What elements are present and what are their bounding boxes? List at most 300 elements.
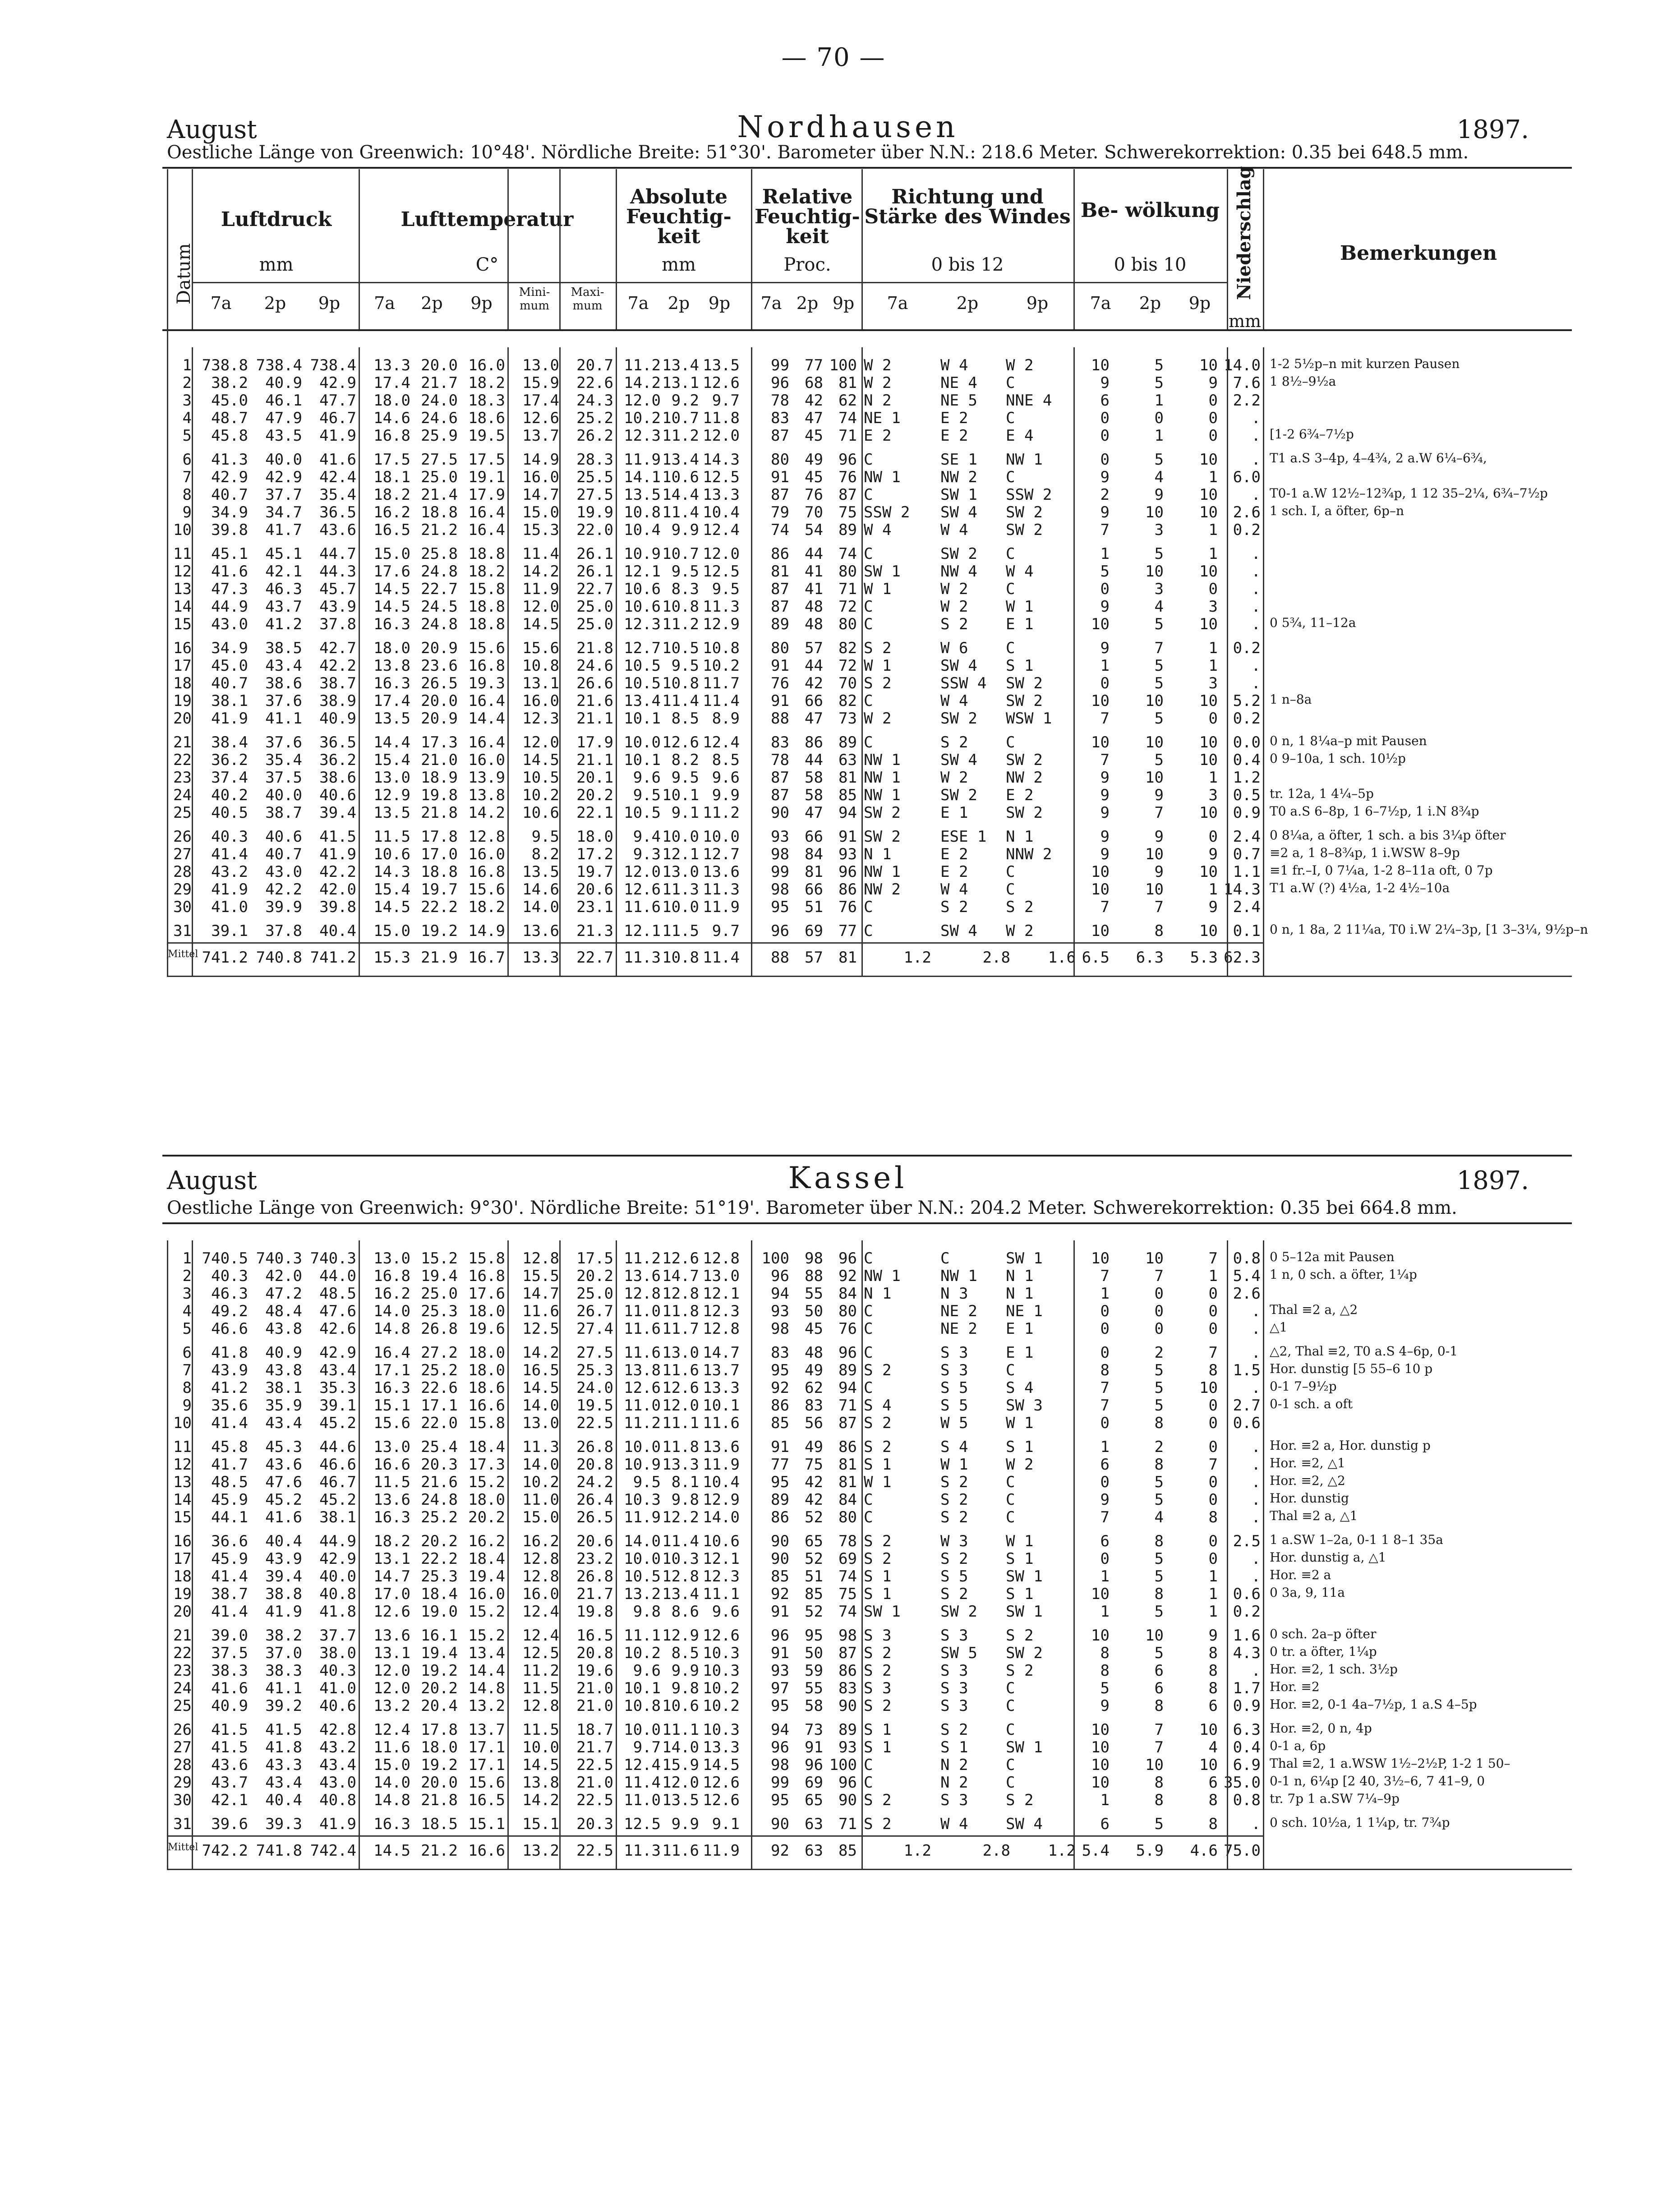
mean-wind: 1.6 (1048, 949, 1076, 967)
max-temp-cell: 21.7 (576, 1585, 613, 1603)
cloud-cell: 5 (1154, 1473, 1164, 1491)
max-temp-cell: 27.5 (576, 486, 613, 504)
cloud-cell: 7 (1154, 1738, 1164, 1756)
cloud-cell: 10 (1091, 1774, 1110, 1792)
wind-cell: WSW 1 (1006, 710, 1052, 728)
mean-pressure: 741.2 (202, 949, 248, 967)
subheader-t7: 7a (210, 293, 232, 313)
pressure-cell: 41.3 (211, 451, 248, 469)
min-temp-cell: 14.2 (522, 562, 559, 581)
day-cell: 1 (182, 356, 192, 374)
day-cell: 11 (173, 545, 192, 563)
cloud-cell: 5 (1154, 657, 1164, 675)
max-temp-cell: 22.0 (576, 521, 613, 539)
remarks-cell: Hor. ≡2 a (1270, 1567, 1331, 1582)
rel-humidity-cell: 98 (771, 1756, 789, 1774)
rel-humidity-cell: 96 (838, 1249, 857, 1267)
abs-humidity-cell: 11.0 (624, 1302, 661, 1320)
rel-humidity-cell: 76 (838, 1320, 857, 1338)
day-cell: 28 (173, 863, 192, 881)
column-divider (192, 1240, 193, 1869)
rel-humidity-cell: 71 (838, 427, 857, 445)
remarks-cell: 0 n, 1 8a, 2 11¼a, T0 i.W 2¼–3p, [1 3–3¼, 9½p–n (1270, 922, 1589, 937)
abs-humidity-cell: 11.6 (624, 898, 661, 916)
rel-humidity-cell: 74 (838, 1603, 857, 1621)
temperature-cell: 14.5 (373, 598, 410, 616)
pressure-cell: 43.9 (319, 598, 356, 616)
pressure-cell: 36.5 (319, 503, 356, 521)
abs-humidity-cell: 10.2 (624, 409, 661, 427)
rel-humidity-cell: 90 (838, 1791, 857, 1809)
remarks-cell: Hor. ≡2 (1270, 1679, 1320, 1694)
rel-humidity-cell: 88 (805, 1267, 823, 1285)
rel-humidity-cell: 93 (771, 1302, 789, 1320)
cloud-cell: 10 (1199, 1721, 1218, 1739)
remarks-cell: ≡1 fr.–I, 0 7¼a, 1-2 8–11a oft, 0 7p (1270, 863, 1493, 878)
cloud-cell: 0 (1208, 409, 1218, 427)
cloud-cell: 0 (1208, 1285, 1218, 1303)
pressure-cell: 41.9 (211, 880, 248, 899)
abs-humidity-cell: 9.2 (671, 392, 699, 410)
cloud-cell: 1 (1100, 1438, 1110, 1456)
temperature-cell: 14.4 (468, 710, 505, 728)
min-temp-cell: 11.3 (522, 1438, 559, 1456)
temperature-cell: 14.0 (373, 1774, 410, 1792)
abs-humidity-cell: 11.6 (624, 1344, 661, 1362)
abs-humidity-cell: 11.4 (703, 692, 740, 710)
abs-humidity-cell: 11.4 (662, 1532, 699, 1550)
pressure-cell: 41.6 (319, 451, 356, 469)
cloud-cell: 9 (1154, 486, 1164, 504)
cloud-cell: 1 (1208, 880, 1218, 899)
day-cell: 27 (173, 1738, 192, 1756)
mean-abs-humidity: 11.9 (703, 1842, 740, 1860)
cloud-cell: 0 (1208, 1491, 1218, 1509)
cloud-cell: 5 (1154, 615, 1164, 633)
pressure-cell: 43.6 (211, 1756, 248, 1774)
abs-humidity-cell: 12.4 (624, 1756, 661, 1774)
max-temp-cell: 26.8 (576, 1438, 613, 1456)
rel-humidity-cell: 83 (771, 1344, 789, 1362)
abs-humidity-cell: 8.6 (671, 1603, 699, 1621)
wind-cell: C (1006, 374, 1015, 392)
precipitation-cell: . (1251, 1379, 1261, 1397)
abs-humidity-cell: 10.6 (662, 1697, 699, 1715)
subheader-minimum: Mini- mum (519, 286, 550, 313)
rel-humidity-cell: 98 (838, 1627, 857, 1645)
abs-humidity-cell: 11.2 (624, 356, 661, 374)
wind-cell: C (864, 545, 873, 563)
day-cell: 28 (173, 1756, 192, 1774)
remarks-cell: 0 sch. 10½a, 1 1¼p, tr. 7¾p (1270, 1815, 1450, 1830)
column-divider (616, 347, 617, 976)
rel-humidity-cell: 79 (771, 503, 789, 521)
abs-humidity-cell: 10.5 (624, 804, 661, 822)
temperature-cell: 18.1 (373, 468, 410, 486)
header-divider (192, 169, 193, 329)
min-temp-cell: 12.4 (522, 1627, 559, 1645)
pressure-cell: 42.2 (319, 863, 356, 881)
remarks-cell: 0 3a, 9, 11a (1270, 1585, 1345, 1600)
wind-cell: S 3 (940, 1344, 968, 1362)
day-cell: 3 (182, 1285, 192, 1303)
max-temp-cell: 20.6 (576, 880, 613, 899)
temperature-cell: 19.3 (468, 674, 505, 692)
rel-humidity-cell: 85 (838, 786, 857, 804)
wind-cell: NW 2 (1006, 769, 1043, 787)
wind-cell: N 3 (940, 1285, 968, 1303)
pressure-cell: 40.3 (211, 1267, 248, 1285)
min-temp-cell: 16.0 (522, 692, 559, 710)
remarks-cell: △1 (1270, 1320, 1288, 1335)
header-divider (1263, 169, 1264, 329)
min-temp-cell: 12.8 (522, 1550, 559, 1568)
temperature-cell: 15.0 (373, 545, 410, 563)
abs-humidity-cell: 13.5 (624, 486, 661, 504)
temperature-cell: 17.4 (373, 692, 410, 710)
day-cell: 3 (182, 392, 192, 410)
precipitation-cell: 0.4 (1233, 751, 1261, 769)
precipitation-cell: 0.9 (1233, 804, 1261, 822)
wind-header: Richtung und Stärke des Windes (864, 185, 1071, 228)
abs-humidity-cell: 10.8 (703, 639, 740, 657)
day-cell: 11 (173, 1438, 192, 1456)
rel-humidity-cell: 91 (771, 1644, 789, 1662)
pressure-cell: 44.3 (319, 562, 356, 581)
abs-humidity-cell: 9.8 (633, 1603, 661, 1621)
max-temp-cell: 20.3 (576, 1815, 613, 1833)
rel-humidity-cell: 87 (771, 598, 789, 616)
min-temp-cell: 12.8 (522, 1249, 559, 1267)
cloud-cell: 0 (1208, 1414, 1218, 1432)
abs-humidity-cell: 12.1 (624, 562, 661, 581)
abs-humidity-cell: 10.3 (703, 1662, 740, 1680)
temperature-cell: 16.0 (468, 845, 505, 863)
abs-humidity-cell: 10.4 (703, 503, 740, 521)
abs-humidity-cell: 12.5 (624, 1815, 661, 1833)
min-temp-cell: 11.5 (522, 1721, 559, 1739)
temperature-cell: 18.8 (421, 863, 458, 881)
day-cell: 2 (182, 374, 192, 392)
wind-cell: C (1006, 1361, 1015, 1379)
temperature-cell: 16.4 (468, 692, 505, 710)
abs-humidity-cell: 9.7 (712, 922, 740, 940)
abs-humidity-cell: 9.4 (633, 828, 661, 846)
abs-humidity-cell: 13.5 (662, 1791, 699, 1809)
precipitation-cell: 4.3 (1233, 1644, 1261, 1662)
temperature-cell: 17.9 (468, 486, 505, 504)
mean-abs-humidity: 10.8 (662, 949, 699, 967)
cloud-cell: 10 (1199, 1379, 1218, 1397)
rel-humidity-cell: 94 (771, 1285, 789, 1303)
rel-humidity-cell: 74 (838, 545, 857, 563)
rel-humidity-cell: 81 (805, 863, 823, 881)
min-temp-cell: 12.0 (522, 598, 559, 616)
max-temp-cell: 22.5 (576, 1791, 613, 1809)
abs-humidity-cell: 11.9 (624, 451, 661, 469)
column-divider (1073, 1240, 1075, 1869)
day-cell: 8 (182, 486, 192, 504)
subheader-rule (192, 282, 1227, 283)
min-temp-cell: 14.5 (522, 751, 559, 769)
precipitation-cell: . (1251, 615, 1261, 633)
temperature-cell: 13.3 (373, 356, 410, 374)
temperature-cell: 20.3 (421, 1456, 458, 1474)
cloud-cell: 1 (1208, 545, 1218, 563)
pressure-cell: 44.9 (319, 1532, 356, 1550)
cloud-cell: 8 (1100, 1662, 1110, 1680)
remarks-cell: 1 sch. I, a öfter, 6p–n (1270, 503, 1404, 518)
remarks-cell: 0-1 7–9½p (1270, 1379, 1337, 1394)
pressure-cell: 41.9 (319, 427, 356, 445)
max-temp-cell: 21.0 (576, 1774, 613, 1792)
pressure-cell: 37.6 (265, 692, 302, 710)
abs-humidity-cell: 9.5 (671, 657, 699, 675)
cloud-cell: 1 (1208, 1585, 1218, 1603)
abs-humidity-cell: 14.7 (662, 1267, 699, 1285)
abs-humidity-cell: 13.0 (662, 1344, 699, 1362)
abs-humidity-cell: 10.1 (703, 1396, 740, 1415)
temperature-cell: 17.8 (421, 1721, 458, 1739)
temperature-cell: 17.0 (421, 845, 458, 863)
abs-feucht-header: Absolute Feuchtig- keit (626, 185, 732, 248)
cloud-cell: 0 (1208, 1302, 1218, 1320)
remarks-cell: tr. 12a, 1 4¼–5p (1270, 786, 1374, 801)
cloud-cell: 3 (1154, 521, 1164, 539)
remarks-cell: Hor. ≡2, △2 (1270, 1473, 1345, 1488)
min-temp-cell: 10.6 (522, 804, 559, 822)
precipitation-cell: 0.2 (1233, 710, 1261, 728)
mean-pressure: 742.4 (310, 1842, 356, 1860)
cloud-cell: 9 (1100, 598, 1110, 616)
temperature-cell: 13.0 (373, 1438, 410, 1456)
temperature-cell: 14.8 (373, 1320, 410, 1338)
temperature-cell: 20.2 (421, 1679, 458, 1697)
pressure-cell: 42.6 (319, 1320, 356, 1338)
abs-humidity-cell: 9.9 (671, 521, 699, 539)
temperature-cell: 24.8 (421, 1491, 458, 1509)
mean-abs-humidity: 11.6 (662, 1842, 699, 1860)
abs-humidity-cell: 9.6 (633, 769, 661, 787)
rel-humidity-cell: 98 (805, 1249, 823, 1267)
pressure-cell: 45.3 (265, 1438, 302, 1456)
wind-cell: C (864, 1491, 873, 1509)
abs-humidity-cell: 10.4 (624, 521, 661, 539)
wind-cell: NW 1 (864, 769, 901, 787)
pressure-cell: 43.4 (319, 1756, 356, 1774)
rel-humidity-cell: 92 (771, 1379, 789, 1397)
pressure-cell: 38.8 (265, 1585, 302, 1603)
cloud-cell: 6 (1208, 1774, 1218, 1792)
pressure-cell: 43.2 (211, 863, 248, 881)
wind-cell: C (1006, 1508, 1015, 1526)
rel-humidity-cell: 89 (838, 1721, 857, 1739)
station-meta: Oestliche Länge von Greenwich: 9°30'. Nördliche Breite: 51°19'. Barometer über N.N.: 204.2 Meter. Schwerekorrektion: 0.35 bei 664.8 mm. (167, 1198, 1457, 1218)
rel-humidity-cell: 63 (838, 751, 857, 769)
pressure-cell: 38.4 (211, 733, 248, 751)
rel-humidity-cell: 71 (838, 580, 857, 598)
wind-cell: W 5 (940, 1414, 968, 1432)
max-temp-cell: 25.0 (576, 598, 613, 616)
wind-cell: SW 3 (1006, 1396, 1043, 1415)
pressure-cell: 34.9 (211, 639, 248, 657)
cloud-cell: 10 (1091, 692, 1110, 710)
wind-cell: SW 2 (1006, 804, 1043, 822)
wind-cell: NE 2 (940, 1302, 977, 1320)
rel-humidity-cell: 48 (805, 615, 823, 633)
mean-wind: 2.8 (982, 949, 1010, 967)
wind-cell: SW 2 (1006, 503, 1043, 521)
cloud-cell: 10 (1091, 733, 1110, 751)
rel-humidity-cell: 96 (771, 1738, 789, 1756)
wind-cell: S 1 (864, 1585, 892, 1603)
wind-cell: S 2 (1006, 1791, 1034, 1809)
rel-humidity-cell: 87 (838, 486, 857, 504)
temperature-cell: 15.0 (373, 922, 410, 940)
abs-humidity-cell: 11.7 (662, 1320, 699, 1338)
pressure-cell: 41.8 (211, 1344, 248, 1362)
pressure-cell: 43.4 (265, 1414, 302, 1432)
cloud-cell: 7 (1100, 1267, 1110, 1285)
cloud-cell: 10 (1091, 880, 1110, 899)
cloud-cell: 10 (1199, 1756, 1218, 1774)
cloud-cell: 5 (1154, 1396, 1164, 1415)
mean-temperature: 21.9 (421, 949, 458, 967)
rel-humidity-cell: 87 (771, 769, 789, 787)
header-divider (861, 169, 863, 329)
abs-humidity-cell: 10.1 (662, 786, 699, 804)
cloud-cell: 8 (1154, 922, 1164, 940)
abs-humidity-cell: 11.3 (703, 598, 740, 616)
rel-humidity-cell: 78 (771, 392, 789, 410)
pressure-cell: 34.7 (265, 503, 302, 521)
rel-humidity-cell: 92 (838, 1267, 857, 1285)
temperature-cell: 23.6 (421, 657, 458, 675)
abs-humidity-cell: 12.7 (703, 845, 740, 863)
abs-humidity-cell: 11.0 (624, 1791, 661, 1809)
cloud-cell: 8 (1154, 1414, 1164, 1432)
cloud-cell: 9 (1154, 863, 1164, 881)
wind-cell: SSW 4 (940, 674, 987, 692)
rel-humidity-cell: 75 (805, 1456, 823, 1474)
temperature-cell: 25.2 (421, 1508, 458, 1526)
remarks-cell: 1-2 5½p–n mit kurzen Pausen (1270, 356, 1460, 371)
year-label: 1897. (1456, 1166, 1529, 1195)
precipitation-cell: 0.6 (1233, 1414, 1261, 1432)
wind-cell: S 3 (864, 1627, 892, 1645)
abs-humidity-cell: 12.6 (624, 880, 661, 899)
wind-cell: C (1006, 1756, 1015, 1774)
rel-humidity-cell: 89 (771, 1491, 789, 1509)
cloud-cell: 8 (1154, 1791, 1164, 1809)
temperature-cell: 14.5 (373, 580, 410, 598)
section-divider (162, 1155, 1572, 1157)
temperature-cell: 14.8 (468, 1679, 505, 1697)
cloud-cell: 1 (1208, 639, 1218, 657)
mean-pressure: 742.2 (202, 1842, 248, 1860)
wind-cell: N 1 (864, 845, 892, 863)
pressure-cell: 38.7 (319, 674, 356, 692)
precipitation-cell: 1.7 (1233, 1679, 1261, 1697)
min-temp-cell: 12.3 (522, 710, 559, 728)
mean-cloud: 5.4 (1082, 1842, 1110, 1860)
cloud-cell: 7 (1208, 1249, 1218, 1267)
temperature-cell: 14.7 (373, 1567, 410, 1585)
precipitation-cell: . (1251, 427, 1261, 445)
rel-humidity-cell: 83 (838, 1679, 857, 1697)
cloud-cell: 0 (1100, 674, 1110, 692)
cloud-cell: 0 (1208, 580, 1218, 598)
cloud-cell: 3 (1208, 598, 1218, 616)
rel-humidity-cell: 80 (838, 562, 857, 581)
pressure-cell: 41.7 (211, 1456, 248, 1474)
wind-cell: C (864, 1302, 873, 1320)
max-temp-cell: 22.6 (576, 374, 613, 392)
min-temp-cell: 15.0 (522, 1508, 559, 1526)
pressure-cell: 35.3 (319, 1379, 356, 1397)
remarks-cell: 0 5¾, 11–12a (1270, 615, 1356, 630)
pressure-cell: 41.9 (319, 1815, 356, 1833)
cloud-cell: 0 (1154, 409, 1164, 427)
temperature-cell: 20.9 (421, 639, 458, 657)
wind-cell: W 4 (940, 521, 968, 539)
cloud-cell: 1 (1208, 521, 1218, 539)
cloud-cell: 5 (1154, 356, 1164, 374)
column-divider (1227, 1240, 1228, 1869)
wind-cell: W 4 (940, 1815, 968, 1833)
wind-cell: C (864, 486, 873, 504)
abs-humidity-cell: 13.4 (662, 1585, 699, 1603)
remarks-cell: T1 a.S 3–4p, 4–4¾, 2 a.W 6¼–6¾, (1270, 451, 1487, 465)
pressure-cell: 42.9 (265, 468, 302, 486)
day-cell: 8 (182, 1379, 192, 1397)
abs-humidity-cell: 13.4 (624, 692, 661, 710)
wind-cell: W 2 (864, 356, 892, 374)
precipitation-cell: 7.6 (1233, 374, 1261, 392)
temperature-cell: 22.2 (421, 1550, 458, 1568)
temperature-cell: 19.2 (421, 1756, 458, 1774)
rel-humidity-cell: 66 (805, 828, 823, 846)
abs-humidity-cell: 13.3 (703, 486, 740, 504)
mean-precipitation: 62.3 (1224, 949, 1261, 967)
rel-humidity-cell: 77 (838, 922, 857, 940)
abs-humidity-cell: 10.2 (703, 657, 740, 675)
wind-cell: NW 2 (940, 468, 977, 486)
wind-cell: C (1006, 1697, 1015, 1715)
rel-humidity-cell: 97 (771, 1679, 789, 1697)
cloud-cell: 9 (1100, 468, 1110, 486)
abs-humidity-cell: 12.8 (624, 1285, 661, 1303)
rel-humidity-cell: 98 (771, 1320, 789, 1338)
remarks-cell: [1-2 6¾–7½p (1270, 427, 1354, 442)
cloud-cell: 9 (1100, 786, 1110, 804)
max-temp-cell: 26.6 (576, 674, 613, 692)
bewoelkung-header: Be- wölkung (1081, 199, 1220, 222)
wind-cell: S 4 (940, 1438, 968, 1456)
abs-humidity-cell: 10.6 (624, 598, 661, 616)
wind-cell: S 1 (1006, 1550, 1034, 1568)
abs-humidity-cell: 11.8 (662, 1438, 699, 1456)
wind-cell: W 2 (864, 710, 892, 728)
precipitation-cell: 0.2 (1233, 639, 1261, 657)
temperature-cell: 19.4 (421, 1644, 458, 1662)
pressure-cell: 39.9 (265, 898, 302, 916)
cloud-cell: 10 (1199, 562, 1218, 581)
min-temp-cell: 16.5 (522, 1361, 559, 1379)
rel-humidity-cell: 96 (838, 1344, 857, 1362)
mean-rule (167, 942, 1263, 944)
mean-pressure: 740.8 (256, 949, 302, 967)
